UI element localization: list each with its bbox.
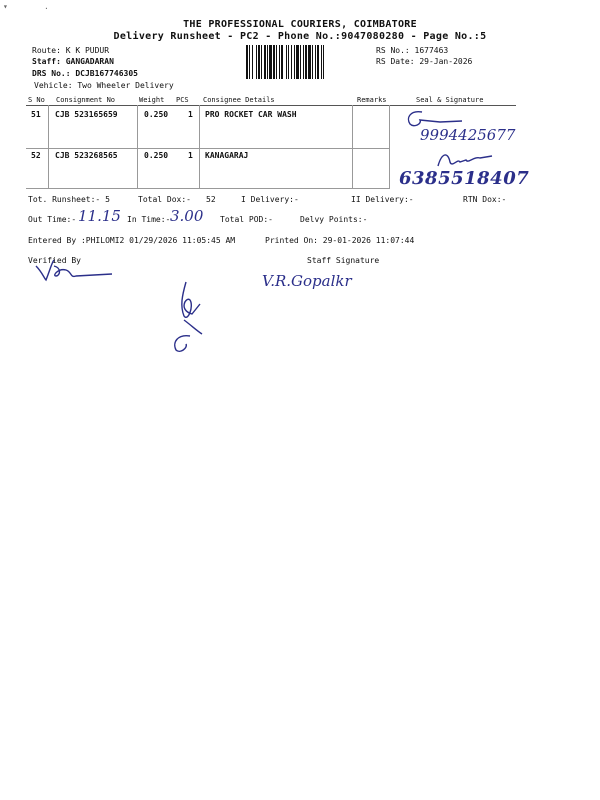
receiver-signature <box>400 106 470 132</box>
barcode-bar <box>281 45 283 79</box>
row-divider <box>26 148 390 149</box>
barcode-bar <box>246 45 248 79</box>
barcode-bar <box>249 45 250 79</box>
tot-runsheet: Tot. Runsheet:- 5 <box>28 195 110 204</box>
staff-signature-label: Staff Signature <box>307 256 380 265</box>
receiver-signature <box>430 148 500 170</box>
barcode-bar <box>267 45 268 79</box>
cell-consignment: CJB 523165659 <box>55 110 118 119</box>
delvy-points-label: Delvy Points:- <box>300 215 368 224</box>
runsheet-subtitle: Delivery Runsheet - PC2 - Phone No.:9047080280 - Page No.:5 <box>113 31 487 42</box>
out-time-value: 11.15 <box>78 207 121 225</box>
printed-on: Printed On: 29-01-2026 11:07:44 <box>265 236 415 245</box>
barcode-bar <box>286 45 287 79</box>
barcode-bar <box>291 45 292 79</box>
barcode-bar <box>294 45 295 79</box>
rs-number: RS No.: 1677463 <box>376 46 449 55</box>
out-time-label: Out Time:- <box>28 215 77 224</box>
barcode-bar <box>269 45 272 79</box>
col-header-consignment: Consignment No <box>56 96 116 104</box>
barcode-bar <box>273 45 275 79</box>
verified-by-label: Verified By <box>28 256 81 265</box>
col-header-pcs: PCS <box>176 96 189 104</box>
cell-pcs: 1 <box>188 110 193 119</box>
in-time-value: 3.00 <box>170 207 204 225</box>
total-dox-label: Total Dox:- <box>138 195 191 204</box>
barcode-bar <box>256 45 257 79</box>
barcode-bar <box>321 45 322 79</box>
handwritten-phone: 9994425677 <box>420 126 516 144</box>
in-time-label: In Time:- <box>127 215 171 224</box>
route-label: Route: K K PUDUR <box>32 46 110 55</box>
approver-signature <box>168 276 218 356</box>
barcode-bar <box>261 45 262 79</box>
barcode-bar <box>300 45 301 79</box>
col-header-weight: Weight <box>139 96 165 104</box>
ii-delivery-label: II Delivery:- <box>351 195 414 204</box>
handwritten-phone: 6385518407 <box>399 168 530 189</box>
col-rule <box>137 105 138 188</box>
col-header-remarks: Remarks <box>357 96 387 104</box>
cell-consignee: PRO ROCKET CAR WASH <box>205 110 297 119</box>
cell-sno: 52 <box>31 151 41 160</box>
barcode-bar <box>264 45 266 79</box>
barcode-bar <box>315 45 316 79</box>
verifier-signature <box>32 254 122 286</box>
cell-weight: 0.250 <box>144 151 169 160</box>
col-rule <box>352 105 353 188</box>
cell-consignee: KANAGARAJ <box>205 151 249 160</box>
total-dox-value: 52 <box>206 195 216 204</box>
col-rule <box>48 105 49 188</box>
barcode-bar <box>276 45 277 79</box>
barcode-bar <box>323 45 324 79</box>
row-divider <box>26 188 390 189</box>
staff-signature-handwritten: V.R.Gopalkr <box>262 272 352 290</box>
cell-weight: 0.250 <box>144 110 169 119</box>
cell-pcs: 1 <box>188 151 193 160</box>
vehicle-label: Vehicle: Two Wheeler Delivery <box>34 81 174 90</box>
col-header-seal: Seal & Signature <box>416 96 484 104</box>
barcode-bar <box>305 45 307 79</box>
barcode-bar <box>312 45 313 79</box>
barcode-bar <box>296 45 299 79</box>
total-pod-label: Total POD:- <box>220 215 273 224</box>
scan-speck: · <box>44 4 49 13</box>
company-title: THE PROFESSIONAL COURIERS, COIMBATORE <box>183 19 417 30</box>
barcode <box>246 45 372 79</box>
col-header-consignee: Consignee Details <box>203 96 275 104</box>
barcode-bar <box>258 45 260 79</box>
scan-speck: ▾ <box>3 2 8 11</box>
barcode-bar <box>303 45 304 79</box>
staff-label: Staff: GANGADARAN <box>32 57 114 66</box>
rtn-dox-label: RTN Dox:- <box>463 195 507 204</box>
barcode-bar <box>252 45 253 79</box>
col-rule <box>199 105 200 188</box>
col-rule <box>389 105 390 188</box>
barcode-bar <box>317 45 319 79</box>
cell-consignment: CJB 523268565 <box>55 151 118 160</box>
drs-number: DRS No.: DCJB167746305 <box>32 69 138 78</box>
cell-sno: 51 <box>31 110 41 119</box>
barcode-bar <box>308 45 311 79</box>
barcode-bar <box>288 45 289 79</box>
rs-date: RS Date: 29-Jan-2026 <box>376 57 473 66</box>
col-header-sno: S No <box>28 96 45 104</box>
barcode-bar <box>279 45 280 79</box>
i-delivery-label: I Delivery:- <box>241 195 299 204</box>
entered-by: Entered By :PHILOMI2 01/29/2026 11:05:45 AM <box>28 236 236 245</box>
